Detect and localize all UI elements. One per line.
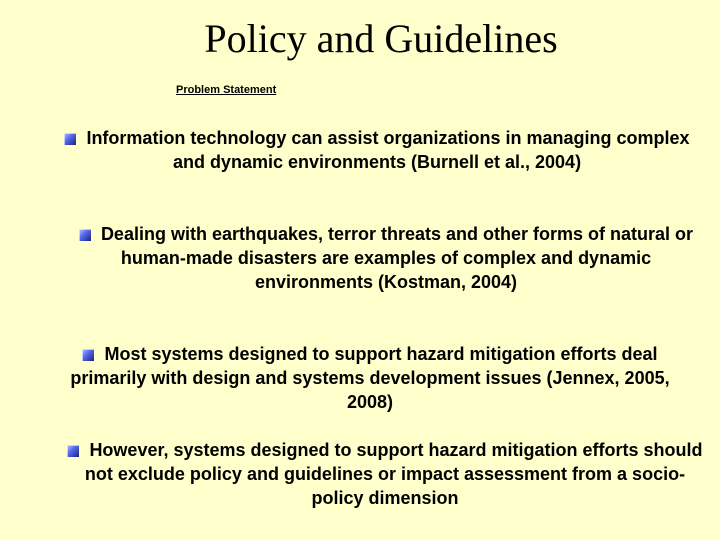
- bullet-item: [66, 222, 706, 294]
- slide-title: Policy and Guidelines: [204, 16, 558, 61]
- bullet-text: Information technology can assist organizations in managing complex and dynamic environments (Burnell et al., 2004): [86, 128, 690, 172]
- square-bullet-icon: [67, 445, 79, 457]
- bullet-item: [64, 126, 690, 174]
- bullet-text: However, systems designed to support hazard mitigation efforts should not exclude policy and guidelines or impact assessment from a socio-policy dimension: [84, 440, 703, 508]
- square-bullet-icon: [79, 229, 91, 241]
- square-bullet-icon: [64, 133, 76, 145]
- bullet-text: Most systems designed to support hazard mitigation efforts deal primarily with design and systems development issues (Jennex, 2005, 2008): [70, 344, 670, 412]
- bullet-item: [60, 438, 710, 510]
- bullet-text: Dealing with earthquakes, terror threats and other forms of natural or human-made disasters are examples of complex and dynamic environments (Kostman, 2004): [100, 224, 694, 292]
- square-bullet-icon: [82, 349, 94, 361]
- slide-subtitle: Problem Statement: [176, 84, 277, 96]
- bullet-item: [60, 342, 680, 414]
